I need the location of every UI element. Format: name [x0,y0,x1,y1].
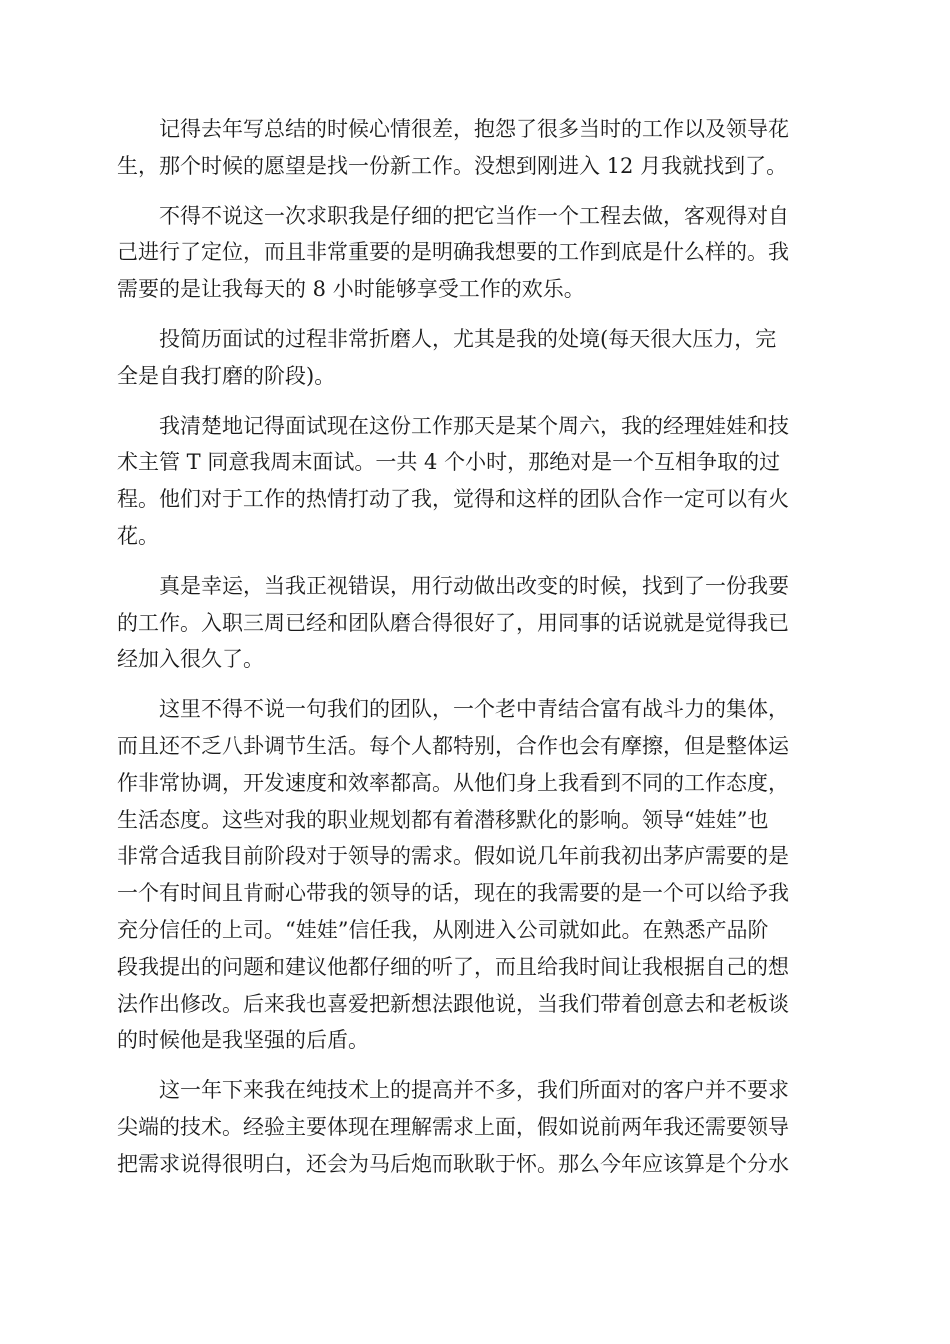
paragraph-7 [117,1072,837,1182]
text-line: 作非常协调，开发速度和效率都高。从他们身上我看到不同的工作态度， [117,770,789,795]
text-line: 段我提出的问题和建议他都仔细的听了，而且给我时间让我根据自己的想 [117,954,789,979]
text-line: 真是幸运，当我正视错误，用行动做出改变的时候，找到了一份我要 [159,573,789,598]
text-line: 一个有时间且肯耐心带我的领导的话，现在的我需要的是一个可以给予我 [117,881,789,906]
text-line: 的时候他是我坚强的后盾。 [117,1028,369,1053]
document-body [117,111,837,1196]
text-line: 投简历面试的过程非常折磨人，尤其是我的处境(每天很大压力，完 [159,326,777,351]
text-line: 这里不得不说一句我们的团队，一个老中青结合富有战斗力的集体， [159,697,789,722]
text-line: 充分信任的上司。“娃娃”信任我，从刚进入公司就如此。在熟悉产品阶 [117,917,769,942]
text-line: 生，那个时候的愿望是找一份新工作。没想到刚进入 12 月我就找到了。 [117,153,788,178]
paragraph-1 [117,111,837,185]
text-line: 术主管 T 同意我周末面试。一共 4 个小时，那绝对是一个互相争取的过 [117,450,781,475]
text-line: 生活态度。这些对我的职业规划都有着潜移默化的影响。领导“娃娃”也 [117,807,769,832]
text-line: 己进行了定位，而且非常重要的是明确我想要的工作到底是什么样的。我 [117,240,789,265]
text-line: 而且还不乏八卦调节生活。每个人都特别，合作也会有摩擦，但是整体运 [117,733,789,758]
paragraph-6 [117,691,837,1059]
text-line: 我清楚地记得面试现在这份工作那天是某个周六，我的经理娃娃和技 [159,413,789,438]
text-line: 尖端的技术。经验主要体现在理解需求上面，假如说前两年我还需要领导 [117,1114,789,1139]
text-line: 记得去年写总结的时候心情很差，抱怨了很多当时的工作以及领导花 [159,117,789,141]
text-line: 这一年下来我在纯技术上的提高并不多，我们所面对的客户并不要求 [159,1078,789,1103]
paragraph-2 [117,198,837,308]
text-line: 花。 [117,523,159,548]
paragraph-3 [117,321,837,395]
paragraph-5 [117,568,837,678]
text-line: 程。他们对于工作的热情打动了我，觉得和这样的团队合作一定可以有火 [117,487,789,512]
text-line: 法作出修改。后来我也喜爱把新想法跟他说，当我们带着创意去和老板谈 [117,991,789,1016]
text-line: 把需求说得很明白，还会为马后炮而耿耿于怀。那么今年应该算是个分水 [117,1151,789,1176]
text-line: 不得不说这一次求职我是仔细的把它当作一个工程去做，客观得对自 [159,203,789,228]
text-line: 全是自我打磨的阶段)。 [117,363,336,388]
text-line: 需要的是让我每天的 8 小时能够享受工作的欢乐。 [117,277,585,302]
paragraph-4 [117,408,837,555]
text-line: 经加入很久了。 [117,647,264,672]
text-line: 非常合适我目前阶段对于领导的需求。假如说几年前我初出茅庐需要的是 [117,844,789,869]
text-line: 的工作。入职三周已经和团队磨合得很好了，用同事的话说就是觉得我已 [117,610,789,635]
